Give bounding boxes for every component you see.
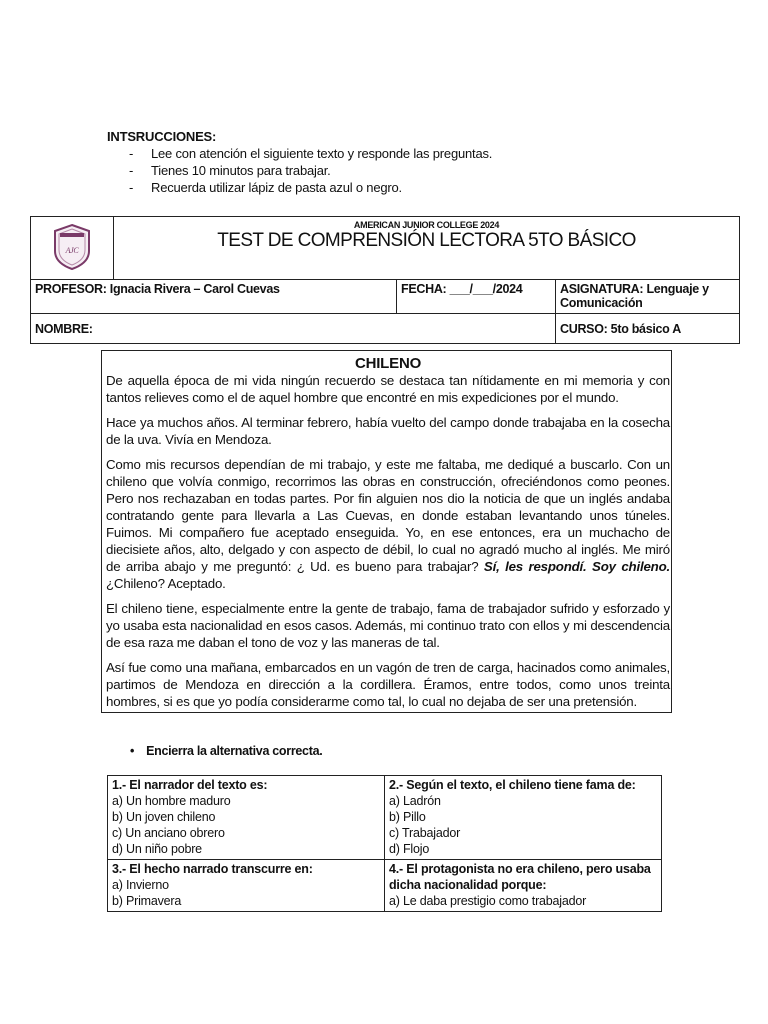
school-logo bbox=[52, 223, 92, 271]
option[interactable]: b) Pillo bbox=[389, 810, 426, 824]
directive bbox=[130, 744, 322, 758]
story-emphasis: Sí, les respondí. Soy chileno. bbox=[483, 559, 670, 574]
option[interactable]: c) Un anciano obrero bbox=[112, 826, 225, 840]
nombre-field: NOMBRE: bbox=[31, 314, 556, 344]
story-paragraph: Como mis recursos dependían de mi trabajo, y este me faltaba, me dediqué a buscarlo. Con un chileno que volvía conmigo, recorrimos las obras en construcción, ofreciéndonos como peones. Pero nos rechazaban en todas partes. Por fin alguien nos dio la noticia de que un inglés andaba contratando gente para llevarla a Las Cuevas, en donde estaban levantando unos túneles. Fuimos. Mi compañero fue aceptado enseguida. Yo, en ese entonces, era un muchacho de diecisiete años, alto, delgado y con aspecto de débil, lo cual no agradó mucho al inglés. Me miró de arriba abajo y me preguntó: ¿ Ud. es bueno para trabajar? Sí, les respondí. Soy chileno. ¿Chileno? Aceptado. bbox=[106, 457, 670, 591]
option[interactable]: a) Invierno bbox=[112, 878, 169, 892]
logo-cell bbox=[31, 217, 114, 280]
option[interactable]: c) Trabajador bbox=[389, 826, 461, 840]
story-paragraph: El chileno tiene, especialmente entre la gente de trabajo, fama de trabajador sufrido y esforzado y yo usaba esta nacionalidad en esos casos. Además, mi continuo trato con ellos y mi descendencia de esa raza me daban el tono de voz y las maneras de tal. bbox=[106, 601, 670, 650]
question-title: 1.- El narrador del texto es: bbox=[112, 778, 268, 792]
question-title: 2.- Según el texto, el chileno tiene fama de: bbox=[389, 778, 636, 792]
instruction-item: - Lee con atención el siguiente texto y responde las preguntas. bbox=[107, 145, 667, 162]
question-title: 3.- El hecho narrado transcurre en: bbox=[112, 862, 313, 876]
question-cell bbox=[385, 776, 662, 860]
directive-text: Encierra la alternativa correcta. bbox=[146, 744, 323, 758]
option[interactable]: a) Ladrón bbox=[389, 794, 441, 808]
test-title: TEST DE COMPRENSIÓN LECTORA 5TO BÁSICO bbox=[217, 230, 636, 251]
instruction-item: - Tienes 10 minutos para trabajar. bbox=[107, 162, 667, 179]
story-paragraph: Hace ya muchos años. Al terminar febrero, había vuelto del campo donde trabajaba en la cosecha de la uva. Vivía en Mendoza. bbox=[106, 415, 670, 447]
option[interactable]: a) Un hombre maduro bbox=[112, 794, 231, 808]
fecha-field: FECHA: ___/___/2024 bbox=[397, 280, 556, 314]
story-paragraph: De aquella época de mi vida ningún recuerdo se destaca tan nítidamente en mi memoria y con tantos relieves como el de aquel hombre que encontré en mis expediciones por el mundo. bbox=[106, 373, 670, 405]
question-title: 4.- El protagonista no era chileno, pero usaba dicha nacionalidad porque: bbox=[389, 862, 651, 892]
option[interactable]: b) Primavera bbox=[112, 894, 182, 908]
school-name: AMERICAN JUNIOR COLLEGE 2024 bbox=[353, 220, 500, 230]
instructions-list bbox=[107, 145, 667, 196]
title-cell bbox=[114, 217, 740, 280]
questions-table bbox=[107, 775, 662, 912]
option[interactable]: d) Un niño pobre bbox=[112, 842, 202, 856]
question-cell bbox=[385, 860, 662, 912]
asignatura-field: ASIGNATURA: Lenguaje y Comunicación bbox=[556, 280, 740, 314]
option[interactable]: a) Le daba prestigio como trabajador bbox=[389, 894, 587, 908]
story-paragraph: Así fue como una mañana, embarcados en un vagón de tren de carga, hacinados como animales, partimos de Mendoza en dirección a la cordillera. Éramos, entre todos, como unos treinta hombres, si es que yo podía considerarme como tal, lo cual no dejaba de ser una pretensión. bbox=[106, 660, 670, 709]
option[interactable]: d) Flojo bbox=[389, 842, 430, 856]
instructions-heading: INTSRUCCIONES: bbox=[107, 129, 217, 144]
story-title: CHILENO bbox=[354, 355, 422, 372]
bullet-icon: • bbox=[130, 744, 135, 758]
curso-field: CURSO: 5to básico A bbox=[556, 314, 740, 344]
question-cell bbox=[108, 776, 385, 860]
option[interactable]: b) Un joven chileno bbox=[112, 810, 216, 824]
profesor-field: PROFESOR: Ignacia Rivera – Carol Cuevas bbox=[31, 280, 397, 314]
instruction-item: - Recuerda utilizar lápiz de pasta azul o negro. bbox=[107, 179, 667, 196]
header-table bbox=[30, 216, 740, 344]
instructions-block bbox=[107, 128, 667, 196]
logo-lettering: AJC bbox=[65, 245, 79, 255]
story-box bbox=[101, 350, 672, 713]
question-cell bbox=[108, 860, 385, 912]
